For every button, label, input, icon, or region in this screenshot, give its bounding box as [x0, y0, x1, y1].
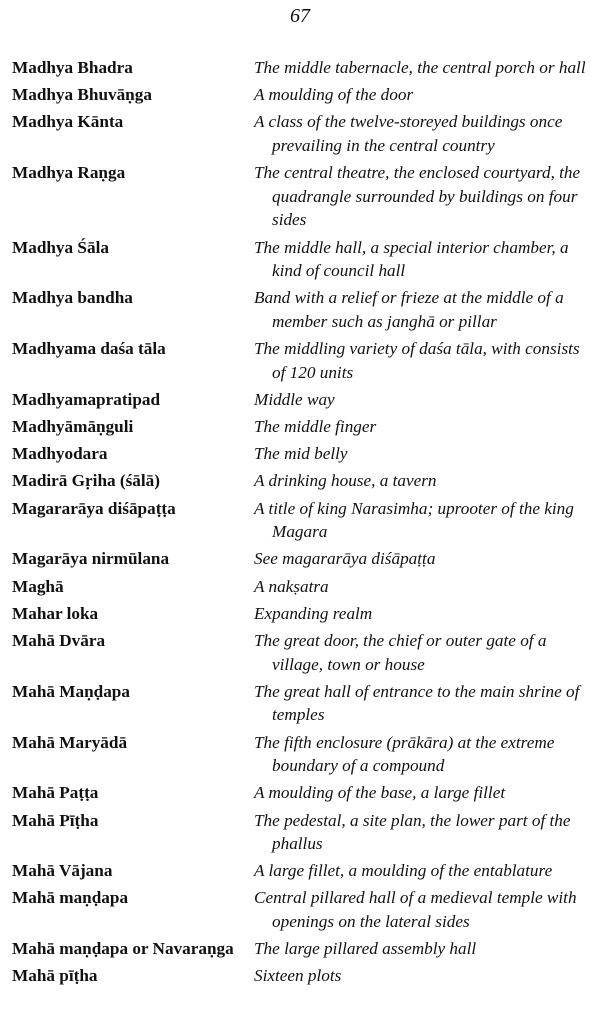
- glossary-entry: [12, 781, 596, 805]
- glossary-definition: Sixteen plots: [254, 966, 342, 986]
- glossary-definition: The large pillared assembly hall: [254, 939, 477, 959]
- glossary-term: Magararāya diśāpaṭṭa: [12, 498, 176, 518]
- glossary-term: Madhyama daśa tāla: [12, 339, 166, 359]
- glossary-entry: [12, 83, 596, 107]
- glossary-term: Madirā Gṛiha (śālā): [12, 471, 160, 491]
- glossary-entry: [12, 469, 596, 493]
- glossary-entry: [12, 497, 596, 544]
- glossary-term: Madhya Bhadra: [12, 58, 133, 77]
- glossary-definition: The middle hall, a special interior chamber, a kind of council hall: [254, 237, 569, 281]
- glossary-term: Madhya Bhuvāṇga: [12, 85, 152, 105]
- glossary-entry: [12, 809, 596, 856]
- glossary-definition: A large fillet, a moulding of the entablature: [254, 861, 553, 881]
- glossary-definition: See magararāya diśāpaṭṭa: [254, 549, 436, 569]
- glossary-definition: The central theatre, the enclosed courtyard, the quadrangle surrounded by buildings on four sides: [254, 163, 581, 230]
- glossary-entry: [12, 964, 596, 988]
- glossary-term: Mahā maṇḍapa or Navaraṇga: [12, 939, 234, 959]
- glossary-entry: [12, 629, 596, 676]
- glossary-term: Magarāya nirmūlana: [12, 549, 170, 569]
- glossary-entry: [12, 337, 596, 384]
- glossary-definition: Central pillared hall of a medieval temple with openings on the lateral sides: [254, 888, 577, 932]
- glossary-term: Madhya Śāla: [12, 237, 109, 257]
- glossary-term: Mahā Vājana: [12, 861, 113, 881]
- glossary-entry: [12, 388, 596, 412]
- glossary-entry: [12, 937, 596, 961]
- glossary-definition: The great door, the chief or outer gate of a village, town or house: [254, 630, 547, 674]
- glossary-entry: [12, 602, 596, 626]
- glossary-entry: [12, 731, 596, 778]
- glossary-entry: [12, 859, 596, 883]
- glossary-term: Madhyāmāṇguli: [12, 417, 134, 437]
- glossary-definition: Middle way: [254, 389, 335, 409]
- glossary-term: Mahā Maṇḍapa: [12, 681, 130, 701]
- glossary-entry: [12, 110, 596, 157]
- glossary-term: Mahā Dvāra: [12, 630, 106, 650]
- glossary-definition: A title of king Narasimha; uprooter of the king Magara: [254, 498, 574, 542]
- glossary-definition: The great hall of entrance to the main shrine of temples: [254, 681, 580, 725]
- glossary-entry: [12, 161, 596, 232]
- glossary-definition: A nakṣatra: [254, 576, 329, 596]
- glossary-term: Mahā Paṭṭa: [12, 783, 99, 803]
- glossary-definition: A moulding of the door: [254, 85, 414, 105]
- glossary-definition: A moulding of the base, a large fillet: [254, 783, 506, 803]
- glossary-term: Madhyodara: [12, 444, 108, 464]
- glossary-term: Mahā Pīṭha: [12, 810, 99, 830]
- glossary-definition: The mid belly: [254, 444, 348, 464]
- glossary-definition: The pedestal, a site plan, the lower part of the phallus: [254, 810, 571, 854]
- glossary-term: Mahā maṇḍapa: [12, 888, 129, 908]
- glossary-definition: A drinking house, a tavern: [254, 471, 437, 491]
- page-number: 67: [290, 5, 310, 27]
- glossary-entry: [12, 415, 596, 439]
- glossary-term: Mahar loka: [12, 603, 99, 623]
- glossary-entry: [12, 547, 596, 571]
- glossary-definition: Band with a relief or frieze at the middle of a member such as janghā or pillar: [254, 288, 564, 331]
- glossary-list: [12, 56, 596, 992]
- glossary-term: Madhya Kānta: [12, 112, 124, 132]
- glossary-definition: A class of the twelve-storeyed buildings once prevailing in the central country: [254, 112, 563, 155]
- glossary-term: Mahā Maryādā: [12, 732, 128, 752]
- glossary-entry: [12, 286, 596, 333]
- glossary-entry: [12, 680, 596, 727]
- glossary-entry: [12, 442, 596, 466]
- glossary-term: Madhya Raṇga: [12, 163, 126, 183]
- glossary-entry: [12, 236, 596, 283]
- glossary-entry: [12, 575, 596, 599]
- glossary-term: Maghā: [12, 576, 64, 596]
- glossary-term: Madhyamapratipad: [12, 389, 161, 409]
- glossary-definition: The middle finger: [254, 417, 377, 437]
- glossary-term: Madhya bandha: [12, 288, 133, 308]
- glossary-entry: [12, 886, 596, 933]
- glossary-term: Mahā pīṭha: [12, 966, 98, 986]
- glossary-definition: Expanding realm: [254, 603, 373, 623]
- glossary-definition: The fifth enclosure (prākāra) at the extreme boundary of a compound: [254, 732, 555, 776]
- glossary-definition: The middle tabernacle, the central porch or hall: [254, 58, 586, 77]
- glossary-entry: [12, 56, 596, 80]
- glossary-definition: The middling variety of daśa tāla, with consists of 120 units: [254, 339, 580, 382]
